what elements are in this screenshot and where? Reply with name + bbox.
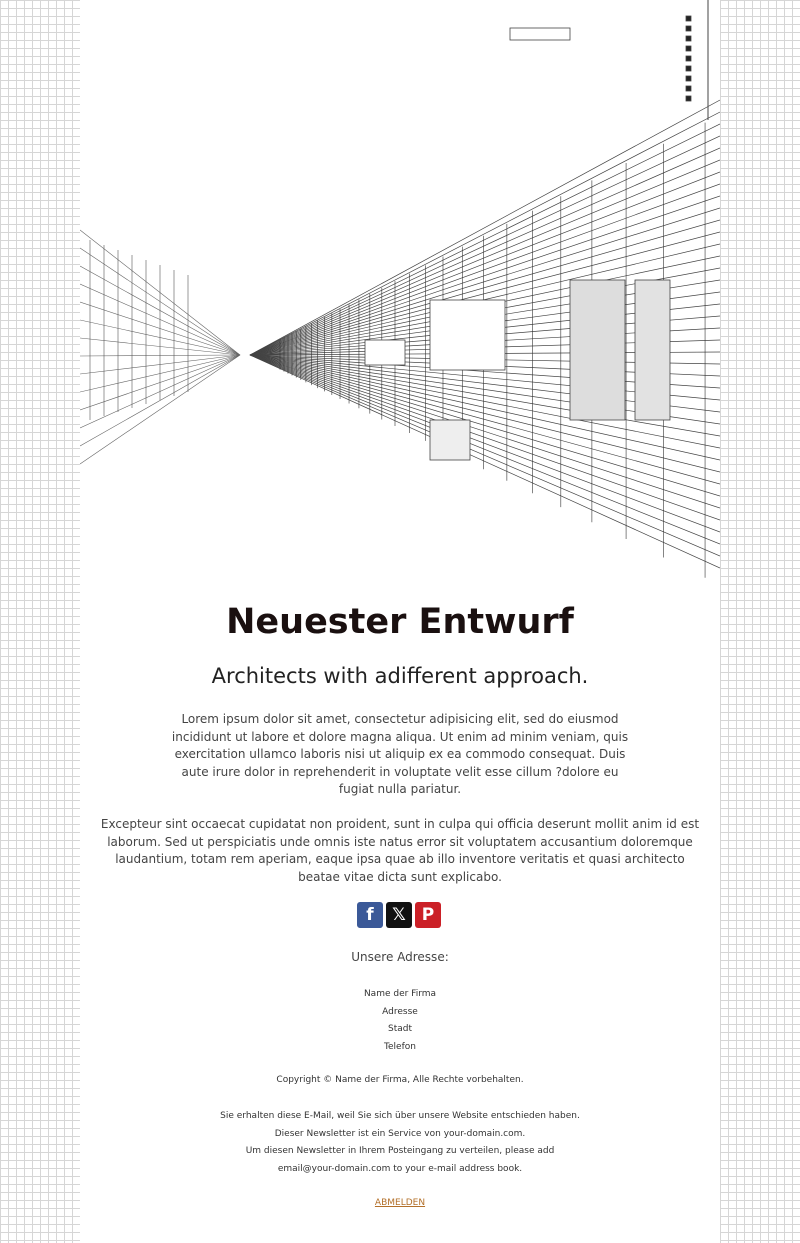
page-title: Neuester Entwurf [226,602,574,642]
street-address: Adresse [382,1006,418,1017]
address-heading: Unsere Adresse: [351,950,449,964]
sketch-panel [686,76,691,81]
sketch-panel [686,56,691,61]
phone: Telefon [384,1041,416,1052]
architecture-sketch [80,0,720,582]
notice-line: email@your-domain.com to your e-mail address book. [277,1164,523,1175]
subscription-notice [80,1108,720,1179]
notice-line: Um diesen Newsletter in Ihrem Posteingang zu verteilen, please add [245,1146,555,1157]
body-paragraph: Excepteur sint occaecat cupidatat non proident, sunt in culpa qui officia deserunt mollit anim id est laborum. Sed ut perspiciatis unde omnis iste natus error sit voluptatem accusantium doloremque laudantium, totam rem aperiam, eaque ipsa quae ab illo inventore veritatis et quasi architecto beatae vitae dicta sunt explicabo. [100,817,700,884]
sketch-panel [430,420,470,460]
copyright-text: Copyright © Name der Firma, Alle Rechte vorbehalten. [276,1075,524,1085]
sketch-panel [365,340,405,365]
sketch-panel [686,26,691,31]
hero-architecture-image [80,0,720,582]
x-twitter-icon[interactable]: 𝕏 [386,902,412,928]
sketch-panel [686,36,691,41]
page-subtitle: Architects with adifferent approach. [211,664,589,688]
sketch-panel [635,280,670,420]
social-links [357,902,441,928]
notice-line: Dieser Newsletter ist ein Service von your-domain.com. [274,1128,526,1139]
facebook-icon[interactable]: f [357,902,383,928]
sketch-panel [430,300,505,370]
address-block [80,986,720,1056]
email-content [80,0,720,1243]
notice-line: Sie erhalten diese E-Mail, weil Sie sich über unsere Website entschieden haben. [220,1111,580,1121]
pinterest-icon[interactable]: P [415,902,441,928]
sketch-panel [510,28,570,40]
sketch-panel [686,96,691,101]
intro-paragraph: Lorem ipsum dolor sit amet, consectetur adipisicing elit, sed do eiusmod incididunt ut labore et dolore magna aliqua. Ut enim ad minim veniam, quis exercitation ullamco laboris nisi ut aliquip ex ea commodo consequat. Duis aute irure dolor in reprehenderit in voluptate velit esse cillum ?dolore eu fugiat nulla pariatur. [171,712,629,796]
sketch-panel [570,280,625,420]
sketch-panel [686,16,691,21]
unsubscribe-link[interactable]: ABMELDEN [374,1198,426,1208]
sketch-panel [686,86,691,91]
city: Stadt [388,1024,412,1034]
sketch-panel [686,66,691,71]
company-name: Name der Firma [363,989,437,999]
sketch-panel [686,46,691,51]
